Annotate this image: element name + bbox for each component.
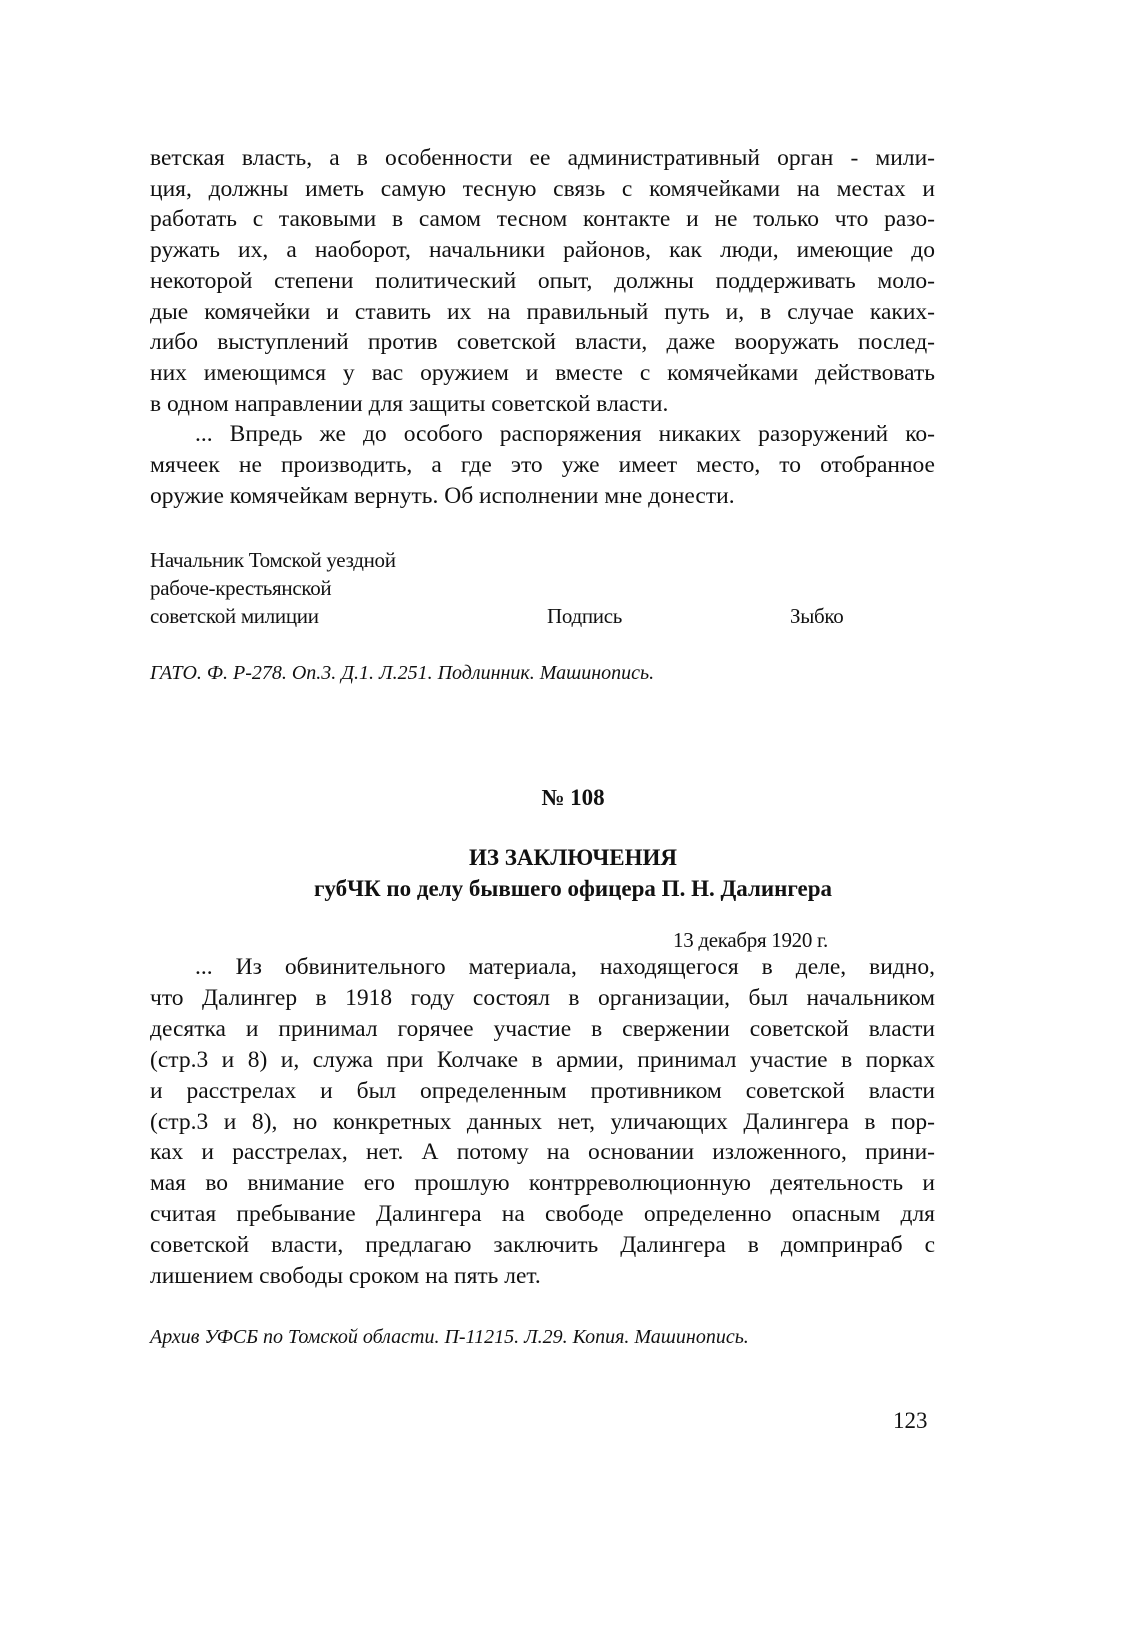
- text-line: ция, должны иметь самую тесную связь с комячейками на местах и: [150, 175, 935, 202]
- text-line: дые комячейки и ставить их на правильный путь и, в случае каких-: [150, 298, 935, 325]
- text-line: либо выступлений против советской власти, даже вооружать послед-: [150, 329, 935, 356]
- text-line: в одном направлении для защиты советской власти.: [150, 390, 669, 417]
- text-line: (стр.3 и 8) и, служа при Колчаке в армии, принимал участие в порках: [150, 1046, 935, 1073]
- document-number: № 108: [541, 785, 605, 810]
- text-line: ветская власть, а в особенности ее административный орган - мили-: [150, 145, 935, 171]
- text-line: ках и расстрелах, нет. А потому на основании изложенного, прини-: [150, 1139, 935, 1166]
- text-line: ружать их, а наоборот, начальники районов, как люди, имеющие до: [150, 237, 935, 264]
- text-line: что Далингер в 1918 году состоял в организации, был начальником: [150, 984, 935, 1011]
- document-title: ИЗ ЗАКЛЮЧЕНИЯ: [469, 845, 677, 870]
- text-line: мая во внимание его прошлую контрреволюционную деятельность и: [150, 1170, 935, 1197]
- text-line: некоторой степени политический опыт, должны поддерживать моло-: [150, 267, 935, 294]
- text-line: них имеющимся у вас оружием и вместе с комячейками действовать: [150, 359, 935, 386]
- text-line: оружие комячейкам вернуть. Об исполнении мне донести.: [150, 482, 735, 509]
- text-line: ... Из обвинительного материала, находящегося в деле, видно,: [195, 954, 935, 980]
- document-date: 13 декабря 1920 г.: [673, 928, 828, 952]
- text-line: и расстрелах и был определенным противником советской власти: [150, 1077, 935, 1104]
- signature-title-line: советской милиции: [150, 604, 319, 628]
- signature-title: [150, 546, 396, 630]
- text-line: (стр.3 и 8), но конкретных данных нет, уличающих Далингера в пор-: [150, 1108, 935, 1135]
- text-line: десятка и принимал горячее участие в свержении советской власти: [150, 1015, 935, 1042]
- archive-source: ГАТО. Ф. Р-278. Оп.3. Д.1. Л.251. Подлинник. Машинопись.: [150, 662, 655, 684]
- signature-mark: Подпись: [547, 604, 623, 628]
- text-line: советской власти, предлагаю заключить Далингера в домпринраб с: [150, 1232, 935, 1259]
- page-number: 123: [893, 1408, 928, 1433]
- text-line: мячеек не производить, а где это уже имеет место, то отобранное: [150, 452, 935, 478]
- document-subtitle: губЧК по делу бывшего офицера П. Н. Далингера: [313, 876, 833, 901]
- signature-title-line: Начальник Томской уездной: [150, 548, 396, 572]
- signature-title-line: рабоче-крестьянской: [150, 576, 332, 600]
- text-line: ... Впредь же до особого распоряжения никаких разоружений ко-: [195, 421, 935, 448]
- text-line: лишением свободы сроком на пять лет.: [150, 1263, 541, 1289]
- text-line: считая пребывание Далингера на свободе определенно опасным для: [150, 1201, 935, 1228]
- archive-source: Архив УФСБ по Томской области. П-11215. Л.29. Копия. Машинопись.: [150, 1326, 749, 1348]
- text-line: работать с таковыми в самом тесном контакте и не только что разо-: [150, 206, 935, 233]
- signatory-name: Зыбко: [790, 604, 844, 628]
